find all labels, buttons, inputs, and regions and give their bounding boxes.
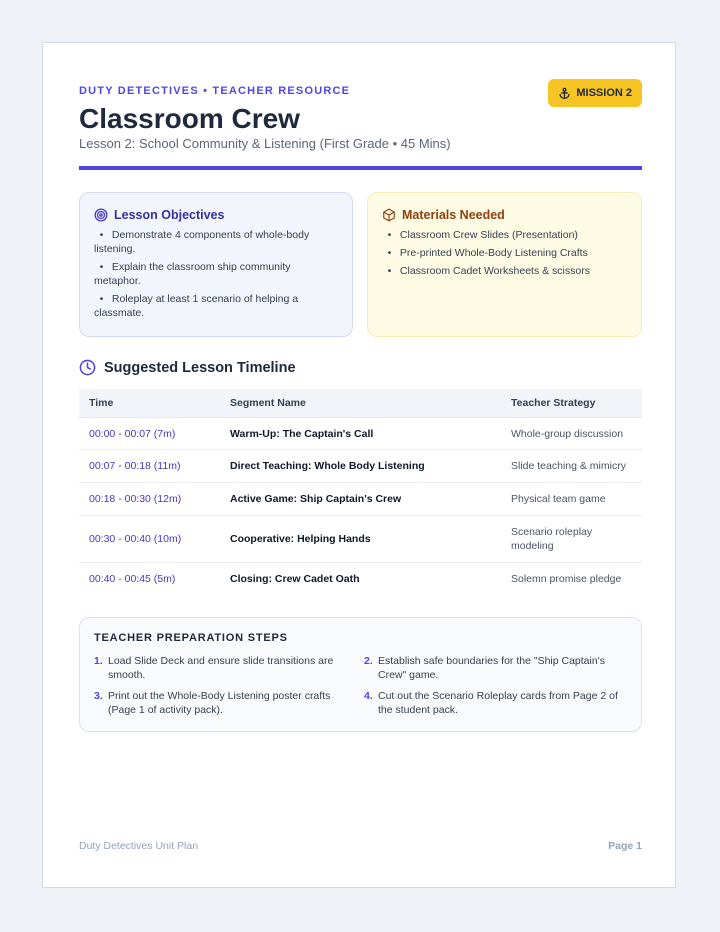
time-cell: 00:40 - 00:45 (5m): [89, 573, 176, 586]
title-divider: [79, 166, 642, 170]
list-item: 4. Cut out the Scenario Roleplay cards from Page 2 of the student pack.: [364, 690, 618, 716]
strategy-cell: Physical team game: [501, 483, 642, 516]
column-header-time: Time: [79, 389, 220, 418]
strategy-cell: Solemn promise pledge: [511, 573, 622, 586]
list-item: • Roleplay at least 1 scenario of helping a classmate.: [94, 293, 299, 319]
timeline-table: [79, 389, 642, 596]
prep-steps-card: [79, 617, 642, 732]
target-icon: [94, 208, 108, 222]
anchor-icon: [558, 87, 571, 100]
strategy-cell: Whole-group discussion: [501, 418, 642, 450]
materials-title: [382, 208, 627, 222]
materials-list: [382, 228, 627, 278]
segment-cell: Warm-Up: The Captain's Call: [220, 418, 501, 450]
page-title: Classroom Crew: [79, 103, 300, 134]
materials-card: [367, 192, 642, 337]
strategy-cell: Slide teaching & mimicry: [501, 450, 642, 483]
table-header-row: [79, 389, 642, 418]
materials-title-label: Materials Needed: [402, 208, 505, 222]
segment-cell: Direct Teaching: Whole Body Listening: [220, 450, 501, 483]
clock-icon: [79, 359, 96, 376]
list-item: 1. Load Slide Deck and ensure slide transitions are smooth.: [94, 655, 334, 681]
box-icon: [382, 208, 396, 222]
timeline-heading: [79, 359, 296, 376]
table-row: [79, 563, 642, 596]
list-item: • Classroom Cadet Worksheets & scissors: [387, 265, 590, 277]
table-row: [79, 450, 642, 483]
objectives-title-label: Lesson Objectives: [114, 208, 225, 222]
prep-steps-title: TEACHER PREPARATION STEPS: [94, 632, 288, 644]
list-item: • Demonstrate 4 components of whole-body listening.: [94, 229, 310, 255]
page-subtitle: Lesson 2: School Community & Listening (First Grade • 45 Mins): [79, 136, 451, 151]
objectives-title: [94, 208, 338, 222]
list-item: • Classroom Crew Slides (Presentation): [387, 229, 578, 241]
column-header-strategy: Teacher Strategy: [501, 389, 642, 418]
time-cell: 00:00 - 00:07 (7m): [79, 418, 220, 450]
list-item: 3. Print out the Whole-Body Listening poster crafts (Page 1 of activity pack).: [94, 690, 331, 716]
objectives-list: [94, 228, 338, 320]
time-cell: 00:07 - 00:18 (11m): [79, 450, 220, 483]
objectives-card: [79, 192, 353, 337]
footer-page-number: Page 1: [608, 840, 642, 852]
strategy-cell: Scenario roleplay modeling: [501, 516, 642, 563]
eyebrow-label: DUTY DETECTIVES • TEACHER RESOURCE: [79, 85, 351, 97]
list-item: • Explain the classroom ship community metaphor.: [94, 261, 291, 287]
mission-badge-label: MISSION 2: [576, 87, 632, 99]
list-item: • Pre-printed Whole-Body Listening Crafts: [387, 247, 588, 259]
segment-cell: Cooperative: Helping Hands: [220, 516, 501, 563]
table-row: [79, 418, 642, 450]
segment-cell: Closing: Crew Cadet Oath: [230, 573, 360, 586]
mission-badge: [548, 79, 642, 107]
column-header-segment: Segment Name: [220, 389, 501, 418]
timeline-title: Suggested Lesson Timeline: [104, 359, 296, 376]
time-cell: 00:30 - 00:40 (10m): [79, 516, 220, 563]
list-item: 2. Establish safe boundaries for the "Ship Captain's Crew" game.: [364, 655, 605, 681]
footer-doc-title: Duty Detectives Unit Plan: [79, 840, 199, 852]
document-page: [42, 42, 676, 888]
table-row: [79, 516, 642, 563]
time-cell: 00:18 - 00:30 (12m): [79, 483, 220, 516]
segment-cell: Active Game: Ship Captain's Crew: [220, 483, 501, 516]
table-row: [79, 483, 642, 516]
